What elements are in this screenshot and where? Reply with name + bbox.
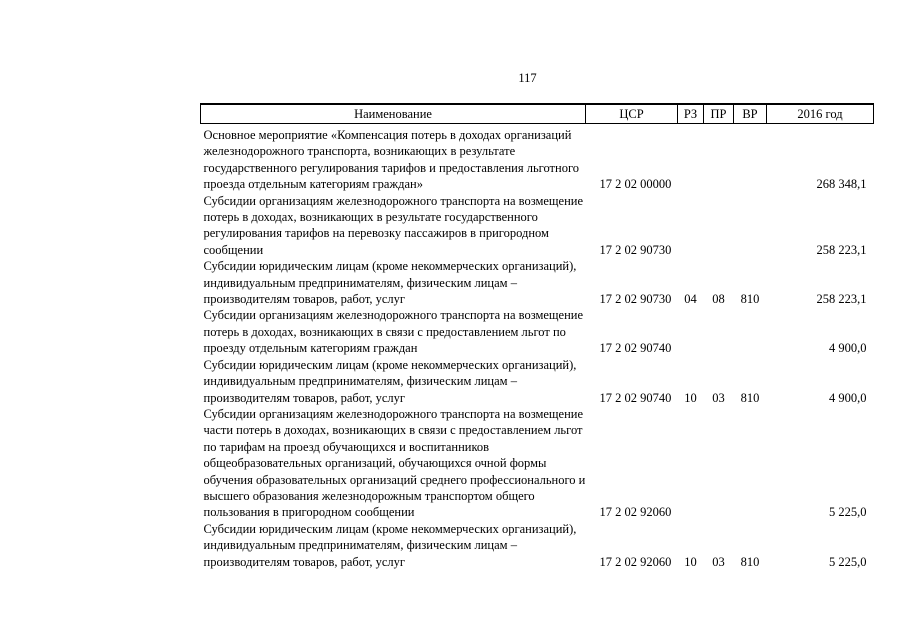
row-csr: 17 2 02 90730 (599, 292, 672, 307)
table-row (201, 521, 874, 570)
header-rz: РЗ (678, 104, 704, 124)
row-csr: 17 2 02 90740 (599, 390, 672, 405)
table-row (201, 124, 874, 193)
row-name: Субсидии организациям железнодорожного транспорта на возмещение потерь в доходах, возникающих в результате государственного регулирования тарифов на перевозку пассажиров в пригородном сообщении (203, 193, 584, 257)
row-csr: 17 2 02 90730 (599, 242, 672, 257)
row-vr: 810 (740, 554, 760, 569)
table-body (201, 124, 874, 570)
row-vr (734, 406, 767, 521)
header-row (201, 104, 874, 124)
budget-table (200, 103, 874, 570)
page-number: 117 (518, 71, 537, 85)
row-vr (734, 193, 767, 259)
row-vr: 810 (740, 292, 760, 307)
table-row (201, 258, 874, 307)
table-row (201, 406, 874, 521)
header-year: 2016 год (767, 104, 874, 124)
row-amount: 5 225,0 (829, 505, 867, 520)
row-csr: 17 2 02 00000 (599, 177, 672, 192)
table-row (201, 357, 874, 406)
row-name: Субсидии юридическим лицам (кроме некоммерческих организаций), индивидуальным предпринимателям, физическим лицам – производителям товаров, работ, услуг (203, 521, 577, 569)
row-csr: 17 2 02 92060 (599, 505, 672, 520)
header-pr: ПР (704, 104, 734, 124)
header-vr: ВР (734, 104, 767, 124)
row-amount: 5 225,0 (829, 554, 867, 569)
row-amount: 258 223,1 (816, 242, 867, 257)
row-rz (678, 193, 704, 259)
row-name: Субсидии юридическим лицам (кроме некоммерческих организаций), индивидуальным предпринимателям, физическим лицам – производителям товаров, работ, услуг (203, 357, 577, 405)
table-row (201, 193, 874, 259)
row-amount: 258 223,1 (816, 292, 867, 307)
row-pr (704, 193, 734, 259)
row-name: Субсидии организациям железнодорожного транспорта на возмещение потерь в доходах, возникающих в связи с предоставлением льгот по проезду отдельным категориям граждан (203, 308, 584, 356)
row-pr (704, 307, 734, 356)
header-name: Наименование (201, 104, 586, 124)
row-name: Субсидии организациям железнодорожного транспорта на возмещение части потерь в доходах, возникающих в связи с предоставлением льгот по тарифам на проезд обучающихся и воспитанников общеобразовательных организаций, обучающихся очной формы обучения образовательных организаций среднего профессионального и высшего образования железнодорожным транспортом общего пользования в пригородном сообщении (203, 406, 586, 520)
table-row (201, 307, 874, 356)
row-amount: 268 348,1 (816, 177, 867, 192)
table-header (201, 104, 874, 124)
row-rz (678, 307, 704, 356)
row-rz (678, 124, 704, 193)
row-name: Субсидии юридическим лицам (кроме некоммерческих организаций), индивидуальным предпринимателям, физическим лицам – производителям товаров, работ, услуг (203, 259, 577, 307)
row-rz (678, 406, 704, 521)
header-csr: ЦСР (586, 104, 678, 124)
row-amount: 4 900,0 (829, 390, 867, 405)
row-pr: 03 (712, 390, 725, 405)
row-pr (704, 406, 734, 521)
row-rz: 10 (684, 554, 697, 569)
row-amount: 4 900,0 (829, 341, 867, 356)
row-csr: 17 2 02 92060 (599, 554, 672, 569)
row-rz: 04 (684, 292, 697, 307)
row-csr: 17 2 02 90740 (599, 341, 672, 356)
row-vr (734, 307, 767, 356)
row-pr: 03 (712, 554, 725, 569)
row-rz: 10 (684, 390, 697, 405)
row-name: Основное мероприятие «Компенсация потерь в доходах организаций железнодорожного транспорта, возникающих в результате государственного регулирования тарифов и предоставления льготного проезда отдельным категориям граждан» (203, 128, 580, 192)
row-vr (734, 124, 767, 193)
row-pr (704, 124, 734, 193)
row-vr: 810 (740, 390, 760, 405)
row-pr: 08 (712, 292, 725, 307)
